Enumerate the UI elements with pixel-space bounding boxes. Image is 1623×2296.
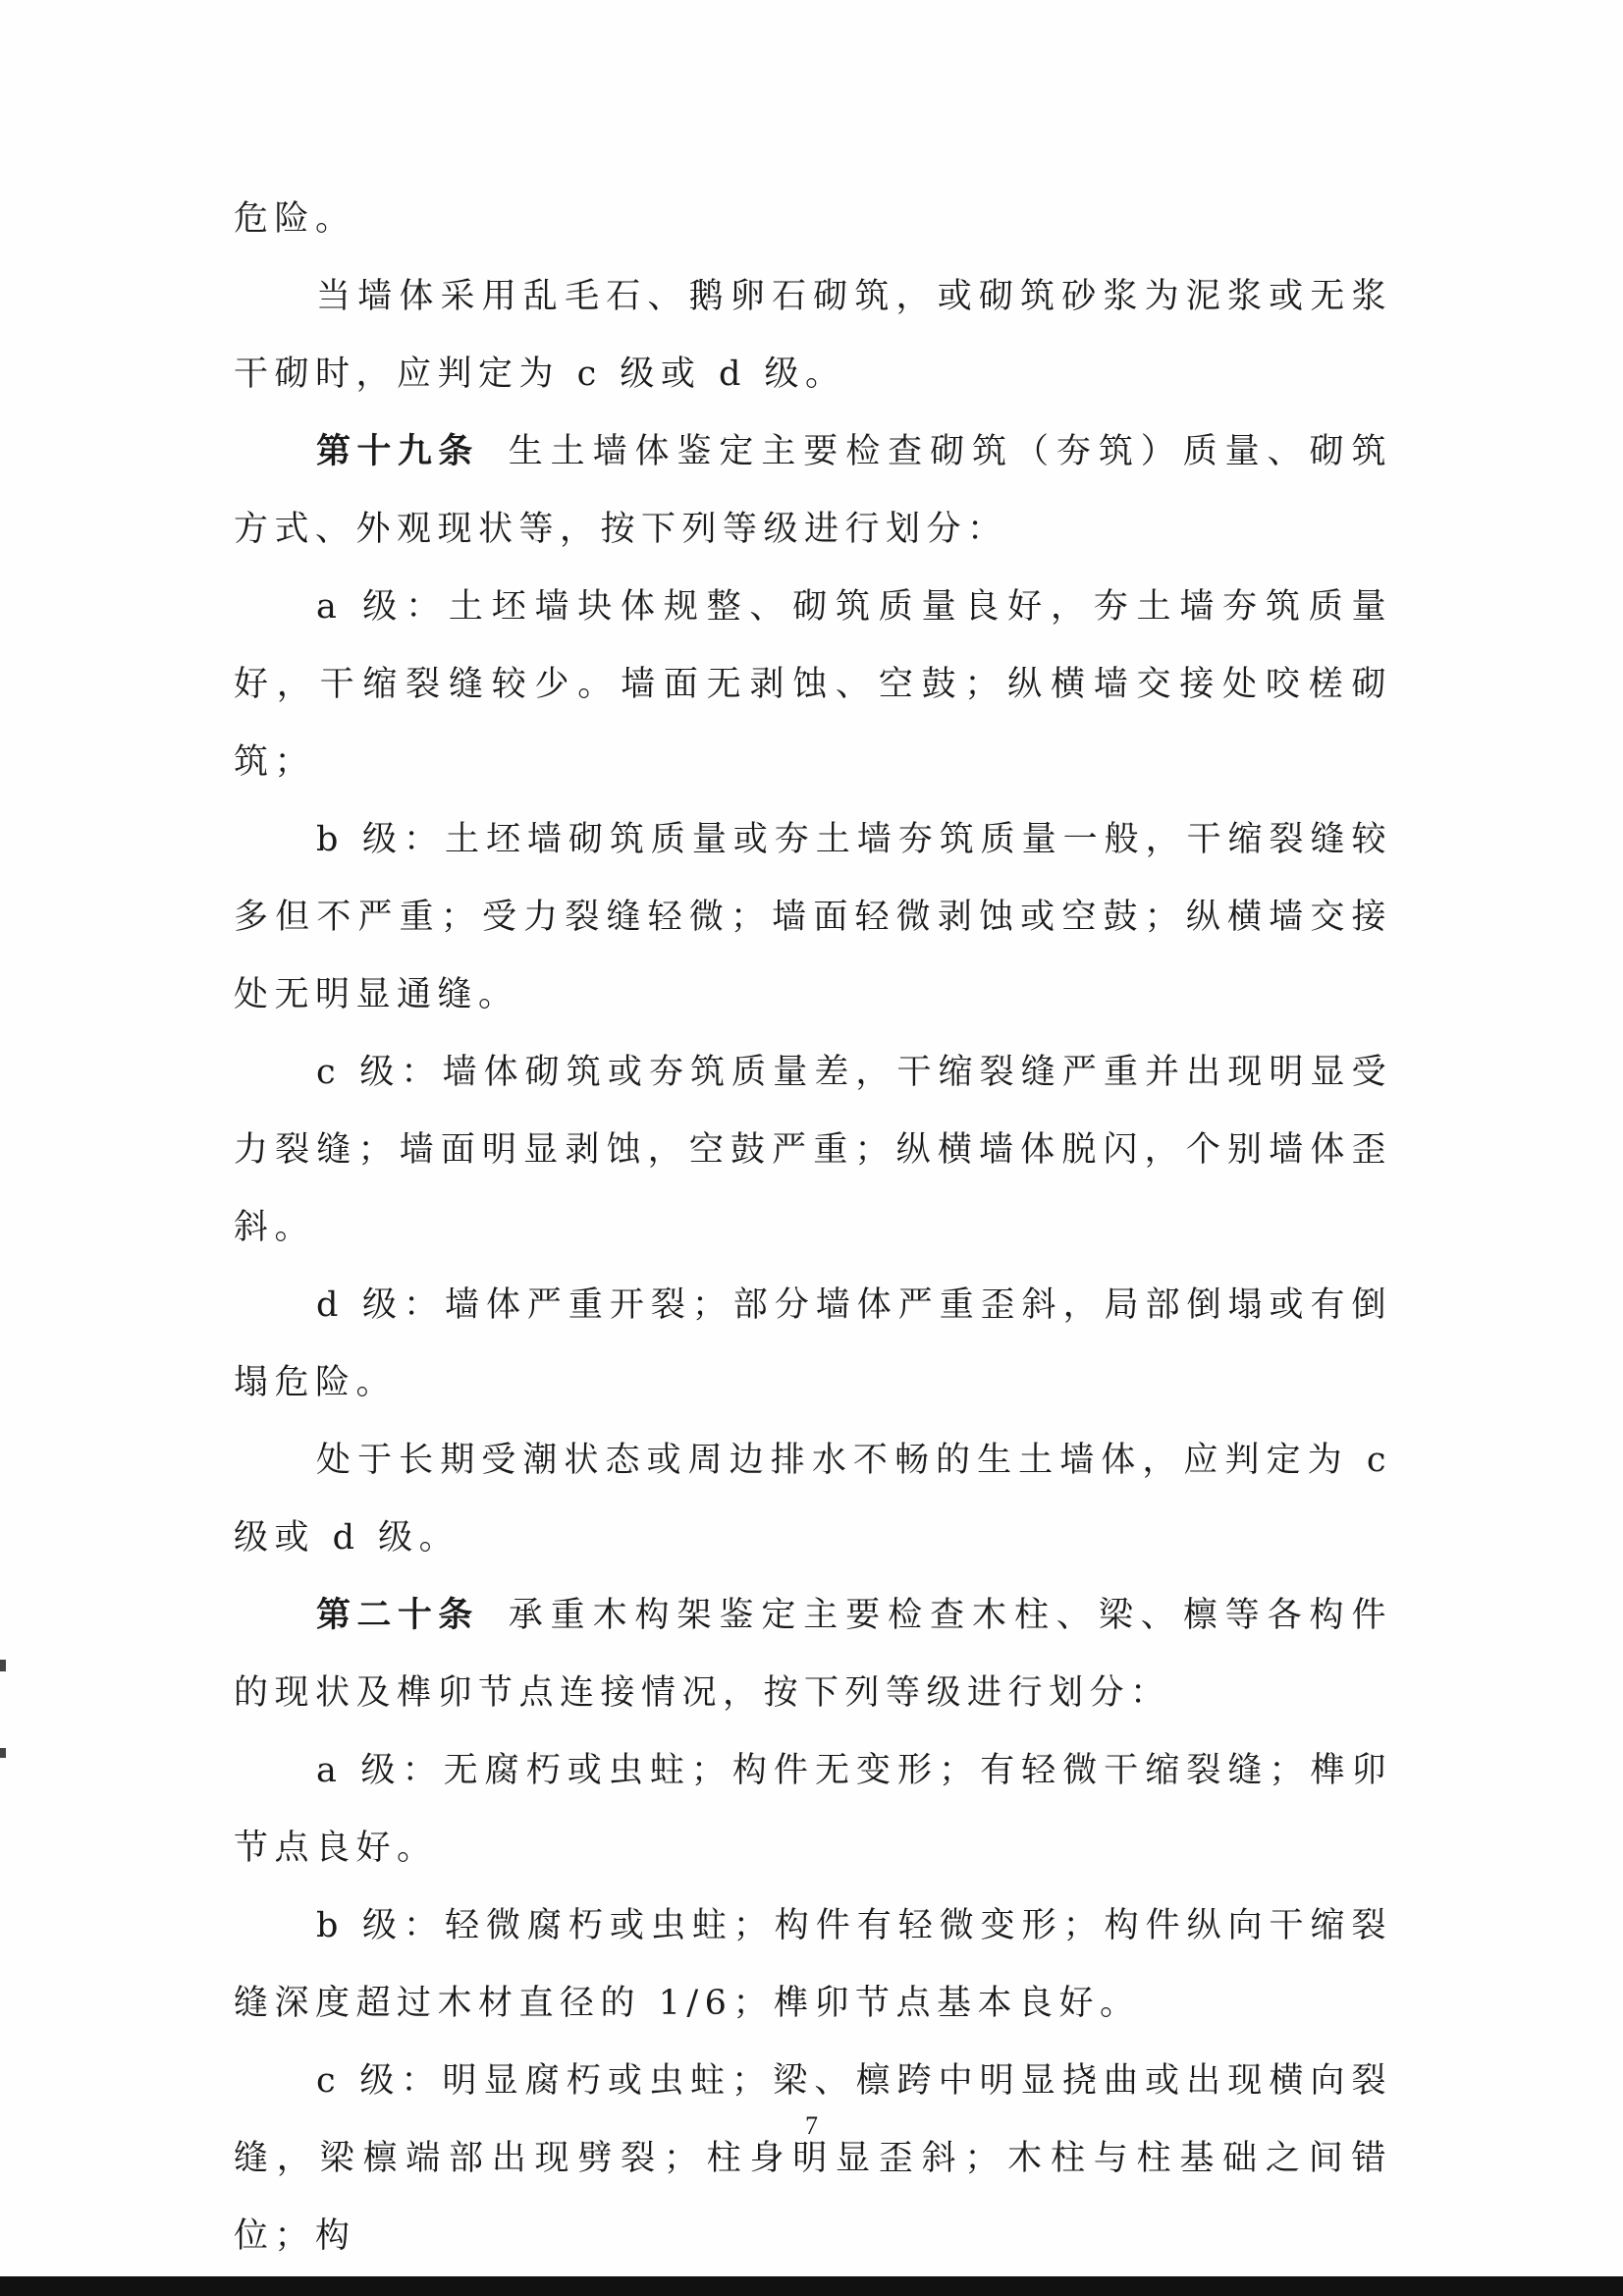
paragraph-2: 当墙体采用乱毛石、鹅卵石砌筑，或砌筑砂浆为泥浆或无浆干砌时，应判定为 c 级或 d 级。 (234, 277, 1392, 394)
paragraph-10-grade-a: a 级：无腐朽或虫蛀；构件无变形；有轻微干缩裂缝；榫卯节点良好。 (234, 1751, 1392, 1868)
paragraph-5-grade-b: b 级：土坯墙砌筑质量或夯土墙夯筑质量一般，干缩裂缝较多但不严重；受力裂缝轻微；墙面轻微剥蚀或空鼓；纵横墙交接处无明显通缝。 (234, 820, 1392, 1014)
scan-artifact-mark (0, 1748, 6, 1758)
paragraph-7-grade-d: d 级：墙体严重开裂；部分墙体严重歪斜，局部倒塌或有倒塌危险。 (234, 1285, 1392, 1402)
paragraph-4-grade-a: a 级：土坯墙块体规整、砌筑质量良好，夯土墙夯筑质量好，干缩裂缝较少。墙面无剥蚀、空鼓；纵横墙交接处咬槎砌筑； (234, 587, 1392, 782)
paragraph-8: 处于长期受潮状态或周边排水不畅的生土墙体，应判定为 c 级或 d 级。 (234, 1441, 1392, 1558)
paragraph-3-article-19: 第十九条 生土墙体鉴定主要检查砌筑（夯筑）质量、砌筑方式、外观现状等，按下列等级进行划分： (234, 432, 1392, 549)
paragraph-12-grade-c: c 级：明显腐朽或虫蛀；梁、檩跨中明显挠曲或出现横向裂缝，梁檩端部出现劈裂；柱身明显歪斜；木柱与柱基础之间错位；构 (234, 2061, 1392, 2256)
paragraph-9-article-20: 第二十条 承重木构架鉴定主要检查木柱、梁、檩等各构件的现状及榫卯节点连接情况，按下列等级进行划分： (234, 1596, 1392, 1713)
paragraph-6-grade-c: c 级：墙体砌筑或夯筑质量差，干缩裂缝严重并出现明显受力裂缝；墙面明显剥蚀，空鼓严重；纵横墙体脱闪，个别墙体歪斜。 (234, 1053, 1392, 1247)
document-body (234, 181, 1392, 2275)
paragraph-1: 危险。 (234, 199, 356, 239)
article-heading: 第二十条 (316, 1596, 479, 1635)
paragraph-11-grade-b: b 级：轻微腐朽或虫蛀；构件有轻微变形；构件纵向干缩裂缝深度超过木材直径的 1/6；榫卯节点基本良好。 (234, 1906, 1392, 2023)
page-number: 7 (805, 2111, 818, 2140)
scan-artifact-mark (0, 1660, 6, 1671)
article-heading: 第十九条 (316, 432, 479, 471)
scan-border (0, 2276, 1623, 2296)
